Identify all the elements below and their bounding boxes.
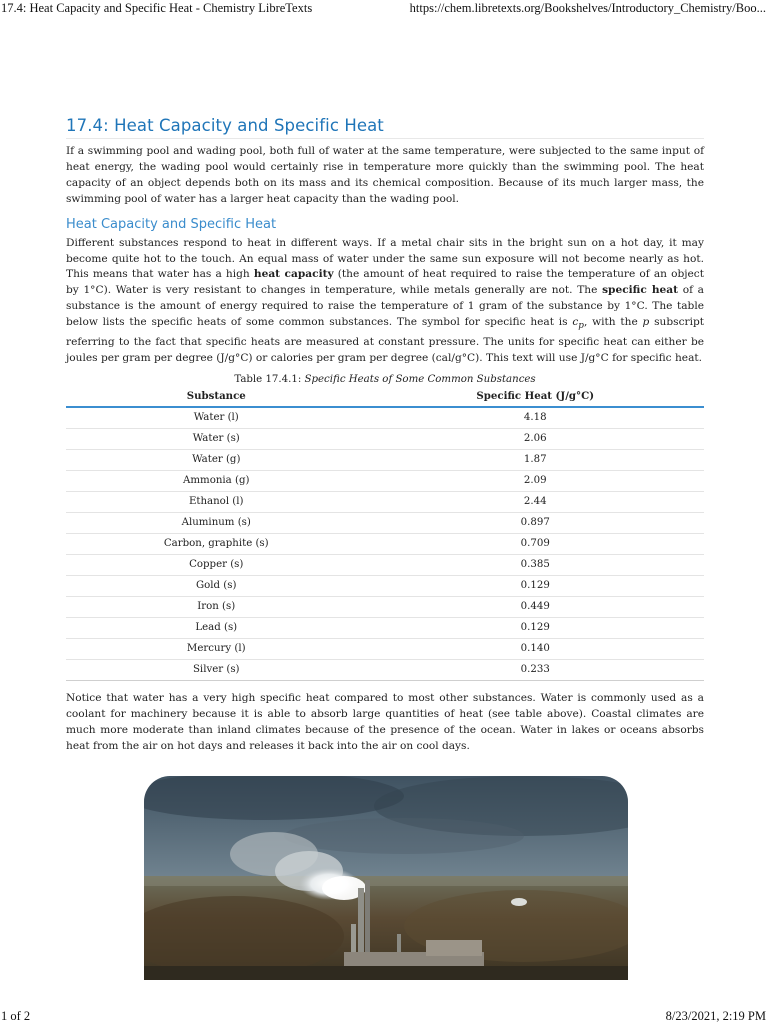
symbol-c: c bbox=[572, 316, 579, 329]
substance-cell: Carbon, graphite (s) bbox=[66, 533, 367, 554]
specific-heat-cell: 0.897 bbox=[367, 512, 705, 533]
tab-title: 17.4: Heat Capacity and Specific Heat - Chemistry LibreTexts bbox=[1, 1, 313, 15]
substance-cell: Copper (s) bbox=[66, 554, 367, 575]
table-row bbox=[66, 638, 704, 659]
table-row bbox=[66, 617, 704, 638]
page-url[interactable]: https://chem.libretexts.org/Bookshelves/Introductory_Chemistry/Boo... bbox=[409, 1, 766, 15]
specific-heat-cell: 0.129 bbox=[367, 575, 705, 596]
substance-cell: Water (l) bbox=[66, 407, 367, 429]
specific-heat-cell: 0.385 bbox=[367, 554, 705, 575]
substance-cell: Lead (s) bbox=[66, 617, 367, 638]
table-header-row bbox=[66, 386, 704, 407]
specific-heat-cell: 2.06 bbox=[367, 428, 705, 449]
power-plant-photo bbox=[144, 776, 628, 980]
print-header bbox=[0, 0, 768, 18]
table-row bbox=[66, 449, 704, 470]
table-row bbox=[66, 470, 704, 491]
substance-cell: Ammonia (g) bbox=[66, 470, 367, 491]
water-coolant-paragraph: Notice that water has a very high specific heat compared to most other substances. Water is commonly used as a coolant for machinery because it is able to absorb large quantities of heat (see table above). Coastal climates are much more moderate than inland climates because of the presence of the ocean. Water in lakes or oceans absorbs heat from the air on hot days and releases it back into the air on cool days. bbox=[66, 691, 704, 752]
table-row bbox=[66, 554, 704, 575]
intro-paragraph: If a swimming pool and wading pool, both full of water at the same temperature, were subjected to the same input of heat energy, the wading pool would certainly rise in temperature more quickly than the swimming pool. The heat capacity of an object depends both on its mass and its chemical composition. Because of its much larger mass, the swimming pool of water has a larger heat capacity than the wading pool. bbox=[66, 145, 704, 205]
substance-cell: Water (s) bbox=[66, 428, 367, 449]
page-title: 17.4: Heat Capacity and Specific Heat bbox=[66, 116, 704, 139]
substance-cell: Gold (s) bbox=[66, 575, 367, 596]
table-row bbox=[66, 428, 704, 449]
specific-heat-paragraph: Different substances respond to heat in different ways. If a metal chair sits in the bright sun on a hot day, it may become quite hot to the touch. An equal mass of water under the same sun exposure will not become nearly as hot. This means that water has a high heat capacity (the amount of heat required to raise the temperature of an object by 1°C). Water is very resistant to changes in temperature, while metals generally are not. The specific heat of a substance is the amount of energy required to raise the temperature of 1 gram of the substance by 1°C. The table below lists the specific heats of some common substances. The symbol for specific heat is $c_p$, with the p subscript referring to the fact that specific heats are measured at constant pressure. The units for specific heat can either be joules per gram per degree (J/g°C) or calories per gram per degree (cal/g°C). This text will use J/g°C for specific heat. bbox=[66, 236, 704, 365]
substance-cell: Water (g) bbox=[66, 449, 367, 470]
page-counter: 1 of 2 bbox=[1, 1009, 31, 1023]
article-body bbox=[66, 116, 704, 755]
column-header: Specific Heat (J/g°C) bbox=[367, 386, 705, 407]
specific-heat-table bbox=[66, 386, 704, 681]
specific-heat-cell: 0.140 bbox=[367, 638, 705, 659]
substance-cell: Mercury (l) bbox=[66, 638, 367, 659]
term-specific-heat: specific heat bbox=[602, 284, 679, 297]
table-row bbox=[66, 407, 704, 429]
table-row bbox=[66, 575, 704, 596]
substance-cell: Aluminum (s) bbox=[66, 512, 367, 533]
table-row bbox=[66, 512, 704, 533]
table-row bbox=[66, 659, 704, 680]
table-row bbox=[66, 533, 704, 554]
table-caption: Table 17.4.1: Specific Heats of Some Common Substances bbox=[234, 373, 536, 385]
specific-heat-cell: 0.449 bbox=[367, 596, 705, 617]
specific-heat-cell: 1.87 bbox=[367, 449, 705, 470]
specific-heat-cell: 2.09 bbox=[367, 470, 705, 491]
substance-cell: Iron (s) bbox=[66, 596, 367, 617]
specific-heat-cell: 0.233 bbox=[367, 659, 705, 680]
specific-heat-cell: 2.44 bbox=[367, 491, 705, 512]
specific-heat-cell: 4.18 bbox=[367, 407, 705, 429]
specific-heat-cell: 0.709 bbox=[367, 533, 705, 554]
term-heat-capacity: heat capacity bbox=[253, 268, 334, 281]
print-timestamp: 8/23/2021, 2:19 PM bbox=[665, 1009, 766, 1023]
table-row bbox=[66, 596, 704, 617]
column-header: Substance bbox=[66, 386, 367, 407]
table-row bbox=[66, 491, 704, 512]
substance-cell: Silver (s) bbox=[66, 659, 367, 680]
specific-heat-cell: 0.129 bbox=[367, 617, 705, 638]
print-footer bbox=[0, 1008, 768, 1024]
section-heading: Heat Capacity and Specific Heat bbox=[66, 216, 277, 232]
substance-cell: Ethanol (l) bbox=[66, 491, 367, 512]
